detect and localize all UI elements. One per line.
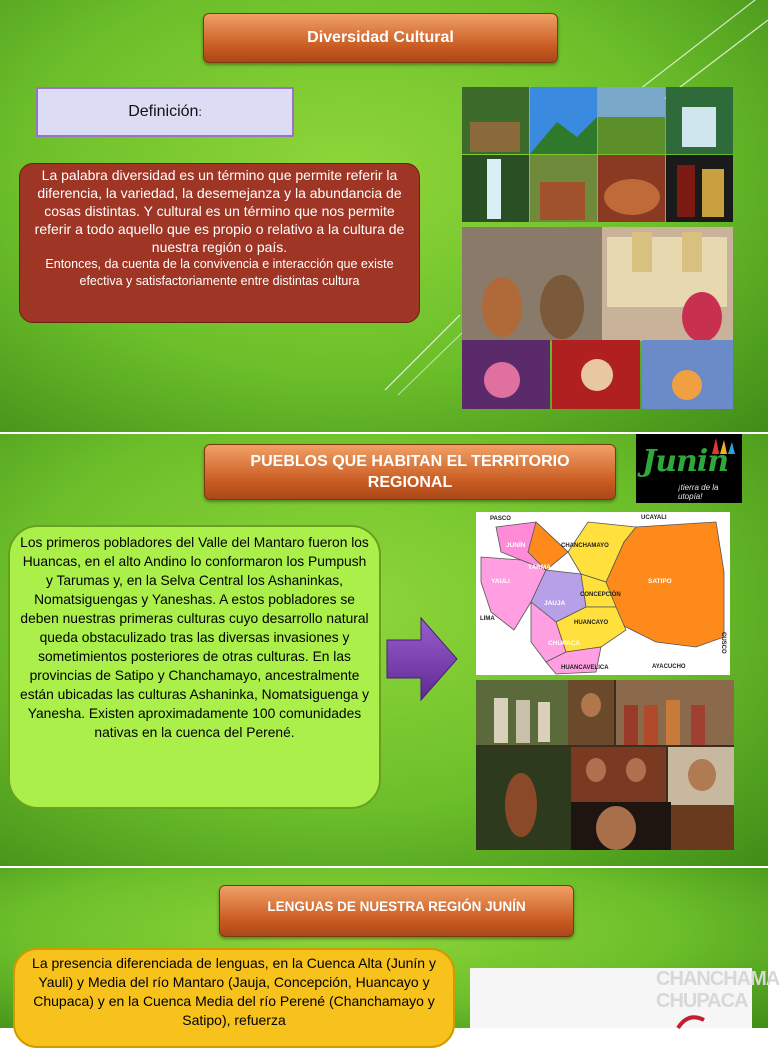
definition-text-box	[19, 163, 420, 323]
culture-photo-collage-top	[462, 87, 733, 222]
map-label-pasco: PASCO	[490, 516, 511, 522]
slide-title	[219, 885, 574, 937]
map-label-chupaca: CHUPACA	[548, 640, 581, 647]
slide-title	[203, 13, 558, 63]
definition-label-box	[36, 87, 294, 137]
map-label-concepcion: CONCEPCIÓN	[580, 592, 621, 598]
slide-title-line1: PUEBLOS QUE HABITAN EL TERRITORIO	[250, 453, 570, 470]
slide-pueblos	[0, 434, 768, 866]
pueblos-paragraph: Los primeros pobladores del Valle del Mantaro fueron los Huancas, en el alto Andino lo conformaron los Pumpush y Tarumas y, en la Selva Central los Ashaninkas, Nomatsiguengas y Yaneshas. A estos pobladores se deben nuestras primeras culturas cuyo desarrollo natural queda obstaculizado tras las diversas invasiones y sometimientos posteriores de otras culturas. En las provincias de Satipo y Chanchamayo, ancestralmente están ubicadas las culturas Ashaninka, Nomatsiguenga y Yanesha. Existen aproximadamente 100 comunidades nativas en la cuenca del Perené.	[20, 535, 369, 740]
map-label-huancavelica: HUANCAVELICA	[561, 665, 609, 671]
carnival-photo-strip	[462, 340, 733, 409]
slide-title-text: Diversidad Cultural	[307, 29, 454, 46]
map-label-lima: LIMA	[480, 616, 495, 622]
map-label-cusco: CUSCO	[720, 632, 726, 654]
thumb-text-line1: CHANCHAMA	[656, 968, 779, 990]
right-arrow-icon	[387, 618, 459, 700]
junin-map	[476, 512, 730, 675]
lenguas-thumbnail-image	[470, 968, 779, 1028]
definition-colon: :	[198, 105, 202, 119]
map-label-satipo: SATIPO	[648, 578, 672, 585]
thumb-text-line2: CHUPACA	[656, 990, 748, 1012]
map-label-ayacucho: AYACUCHO	[652, 664, 686, 670]
lenguas-text-box	[13, 948, 455, 1048]
definition-paragraph: La palabra diversidad es un término que permite referir la diferencia, la variedad, la desemejanza y la abundancia de cosas distintas. Y cultural es un término que nos permite referir a todo aquello que es propio o relativo a la cultura de nuestra región o país.	[34, 167, 405, 255]
slide-diversidad-cultural	[0, 0, 768, 432]
definition-conclusion: Entonces, da cuenta de la convivencia e interacción que existe efectiva y satisfactoriamente entre distintas cultura	[45, 257, 394, 288]
map-label-jauja: JAUJA	[544, 600, 566, 607]
festival-photo	[462, 227, 733, 341]
map-label-ucayali: UCAYALI	[641, 515, 667, 521]
map-label-tarma: TARMA	[528, 564, 551, 571]
map-label-chanchamayo: CHANCHAMAYO	[561, 543, 609, 549]
thumb-figure	[676, 1010, 706, 1030]
map-label-junin: JUNÍN	[506, 542, 526, 549]
pueblos-text-box	[8, 525, 381, 809]
logo-tagline: ¡tierra de la utopía!	[678, 483, 719, 501]
map-label-huancayo: HUANCAYO	[574, 620, 609, 626]
slide-lenguas	[0, 868, 779, 1028]
native-communities-photo-collage	[476, 680, 734, 850]
slide-title	[204, 444, 616, 500]
map-label-yauli: YAULI	[491, 578, 510, 585]
junin-logo	[636, 434, 742, 503]
slide-title-text: LENGUAS DE NUESTRA REGIÓN JUNÍN	[267, 899, 526, 914]
lenguas-paragraph: La presencia diferenciada de lenguas, en la Cuenca Alta (Junín y Yauli) y Media del río Mantaro (Jauja, Concepción, Huancayo y Chupaca) y en la Cuenca Media del río Perené (Chanchamayo y Satipo), refuerza	[32, 955, 436, 1028]
definition-label: Definición	[128, 103, 199, 120]
logo-wordmark: Junin	[642, 444, 729, 479]
slide-title-line2: REGIONAL	[367, 474, 453, 491]
